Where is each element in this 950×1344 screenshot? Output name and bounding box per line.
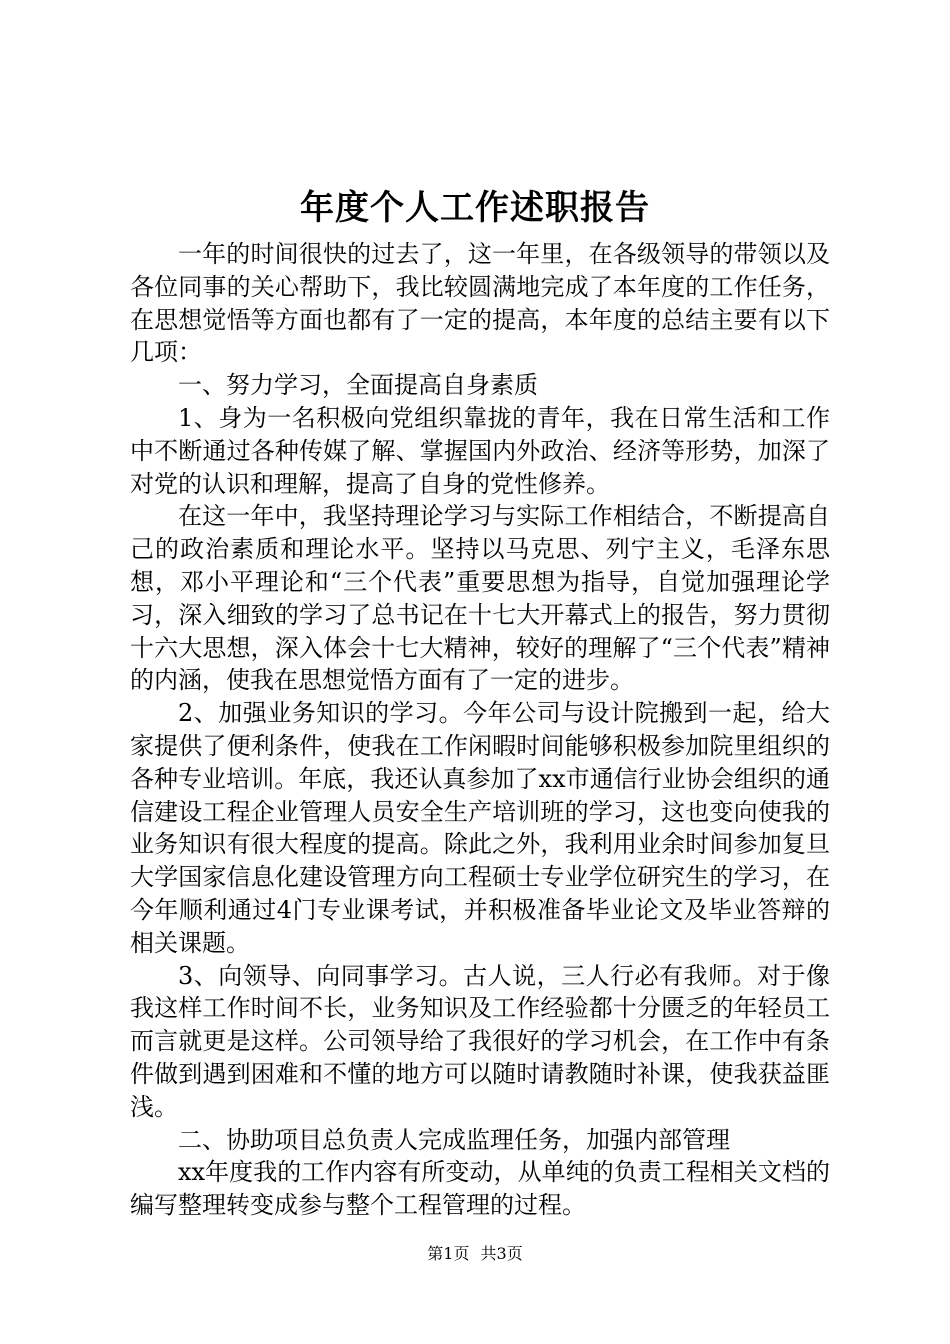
page-title: 年度个人工作述职报告	[300, 188, 650, 228]
section-heading-1: 一、努力学习，全面提高自身素质	[178, 371, 538, 400]
page-number: 第1页	[427, 1244, 470, 1263]
paragraph-item-2: 2、加强业务知识的学习。今年公司与设计院搬到一起，给大家提供了便利条件，使我在工作闲暇时间能够积极参加院里组织的各种专业培训。年底，我还认真参加了xx市通信行业协会组织的通信建设工程企业管理人员安全生产培训班的学习，这也变向使我的业务知识有很大程度的提高。除此之外，我利用业余时间参加复旦大学国家信息化建设管理方向工程硕士专业学位研究生的学习，在今年顺利通过4门专业课考试，并积极准备毕业论文及毕业答辩的相关课题。	[130, 699, 830, 957]
document-body	[130, 238, 830, 1222]
paragraph-item-1: 1、身为一名积极向党组织靠拢的青年，我在日常生活和工作中不断通过各种传媒了解、掌握国内外政治、经济等形势，加深了对党的认识和理解，提高了自身的党性修养。	[130, 403, 830, 498]
paragraph-work-change: xx年度我的工作内容有所变动，从单纯的负责工程相关文档的编写整理转变成参与整个工程管理的过程。	[130, 1158, 830, 1220]
paragraph-intro: 一年的时间很快的过去了，这一年里，在各级领导的带领以及各位同事的关心帮助下，我比较圆满地完成了本年度的工作任务，在思想觉悟等方面也都有了一定的提高，本年度的总结主要有以下几项：	[130, 240, 830, 367]
page-footer	[0, 1242, 950, 1266]
paragraph-item-3: 3、向领导、向同事学习。古人说，三人行必有我师。对于像我这样工作时间不长，业务知识及工作经验都十分匮乏的年轻员工而言就更是这样。公司领导给了我很好的学习机会，在工作中有条件做到遇到困难和不懂的地方可以随时请教随时补课，使我获益匪浅。	[130, 961, 830, 1121]
paragraph-theory-study: 在这一年中，我坚持理论学习与实际工作相结合，不断提高自己的政治素质和理论水平。坚持以马克思、列宁主义，毛泽东思想，邓小平理论和“三个代表”重要思想为指导，自觉加强理论学习，深入细致的学习了总书记在十七大开幕式上的报告，努力贯彻十六大思想，深入体会十七大精神，较好的理解了“三个代表”精神的内涵，使我在思想觉悟方面有了一定的进步。	[130, 502, 830, 695]
page-total: 共3页	[480, 1244, 523, 1263]
section-heading-2: 二、协助项目总负责人完成监理任务，加强内部管理	[178, 1125, 730, 1154]
